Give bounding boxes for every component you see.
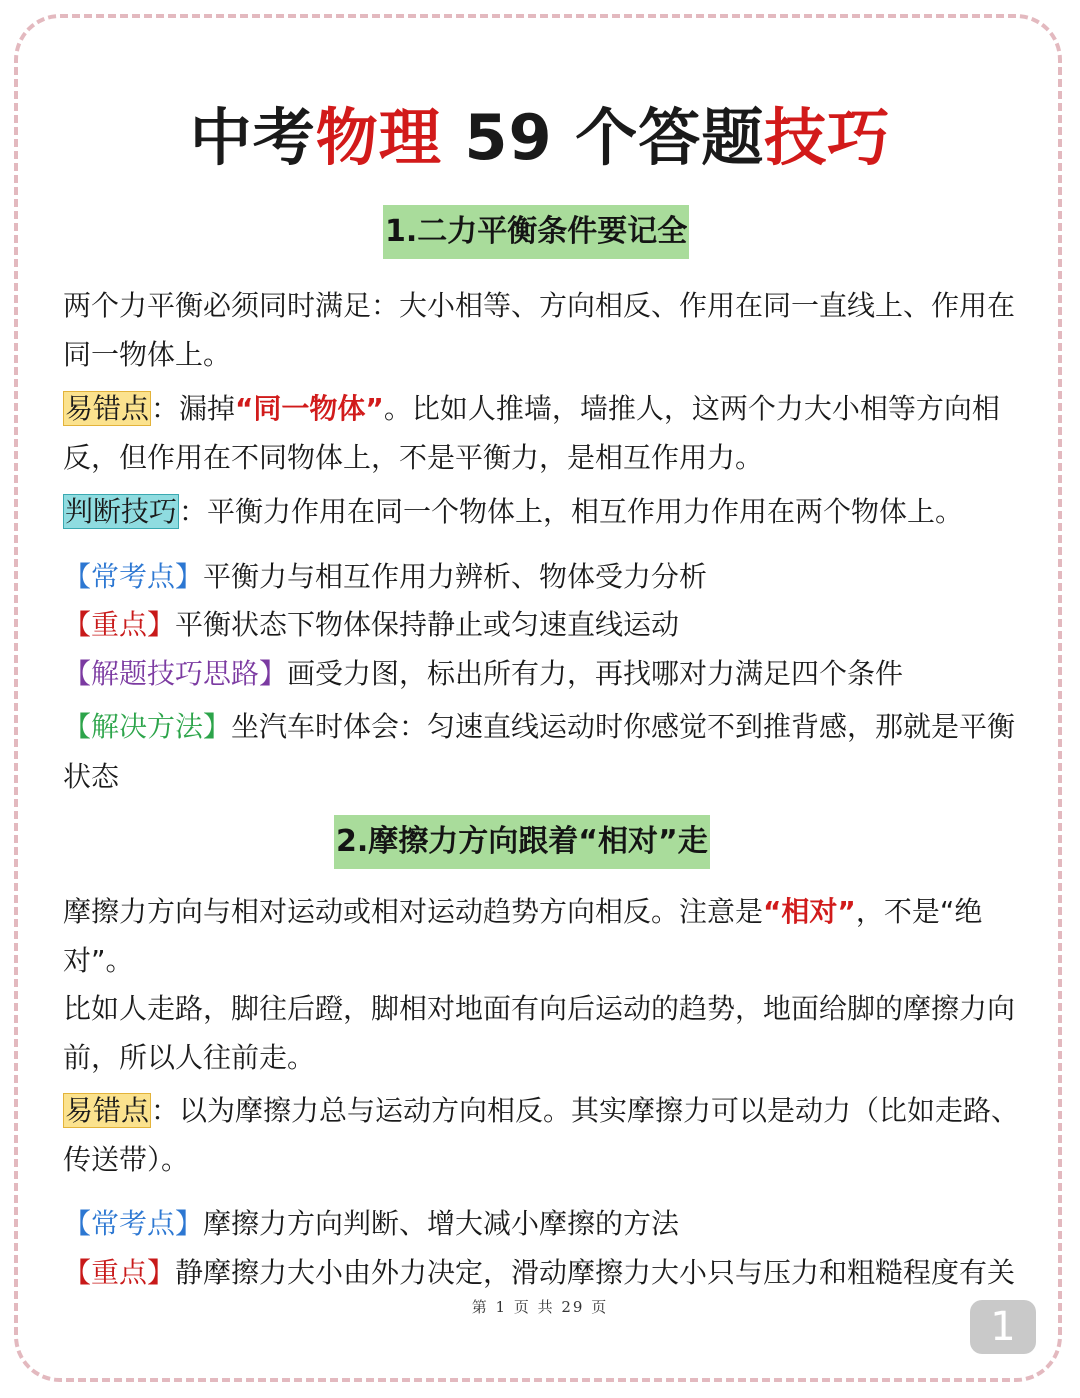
s2-line3: 比如人走路，脚往后蹬，脚相对地面有向后运动的趋势，地面给脚的摩擦力向 — [63, 992, 1016, 1025]
s1-mistake-line — [63, 384, 1023, 433]
kp3-tag: 【解题技巧思路】 — [63, 657, 288, 690]
kp2-text: 平衡状态下物体保持静止或匀速直线运动 — [175, 608, 680, 641]
mistake-tag: 易错点 — [65, 392, 150, 425]
s2-kp1-text: 摩擦力方向判断、增大减小摩擦的方法 — [203, 1207, 680, 1240]
s2-mistake-line2: 传送带）。 — [63, 1143, 190, 1176]
s2-kp2 — [63, 1248, 1023, 1297]
section2-heading: 2.摩擦力方向跟着“相对”走 — [334, 815, 710, 869]
page-number-badge[interactable]: 1 — [970, 1300, 1036, 1354]
s1-kp3 — [63, 649, 1023, 698]
judge-tag: 判断技巧 — [65, 495, 178, 528]
s1-line2: 同一物体上。 — [63, 338, 232, 371]
title-part4: 技巧 — [764, 101, 891, 174]
s1-kp4 — [63, 702, 1023, 751]
title-part3: 59 个答题 — [441, 101, 765, 174]
s1-judge-text: ：平衡力作用在同一个物体上，相互作用力作用在两个物体上。 — [179, 495, 964, 528]
title-part2: 物理 — [315, 101, 442, 174]
s2-kp2-tag: 【重点】 — [63, 1256, 176, 1289]
kp3-text: 画受力图，标出所有力，再找哪对力满足四个条件 — [287, 657, 904, 690]
s2-kp2-text: 静摩擦力大小由外力决定，滑动摩擦力大小只与压力和粗糙程度有关 — [175, 1256, 1016, 1289]
s2-kp1-tag: 【常考点】 — [63, 1207, 204, 1240]
s2-mistake-text: ：以为摩擦力总与运动方向相反。其实摩擦力可以是动力（比如走路、 — [151, 1094, 1020, 1127]
kp4-tag: 【解决方法】 — [63, 710, 232, 743]
s2-line4: 前，所以人往前走。 — [63, 1041, 316, 1074]
s2-line1b: ，不是“绝 — [855, 895, 983, 928]
s1-line1: 两个力平衡必须同时满足：大小相等、方向相反、作用在同一直线上、作用在 — [63, 289, 1016, 322]
s1-mistake-em: “同一物体” — [235, 392, 384, 425]
section1-heading: 1.二力平衡条件要记全 — [383, 205, 689, 259]
s1-kp1 — [63, 552, 1023, 601]
s2-line1 — [63, 887, 1023, 936]
page-footer: 第 1 页 共 29 页 — [471, 1298, 609, 1316]
page-title — [0, 96, 1080, 180]
s2-line2: 对”。 — [63, 944, 134, 977]
kp1-tag: 【常考点】 — [63, 560, 204, 593]
s1-kp2 — [63, 600, 1023, 649]
s2-mistake-line — [63, 1086, 1023, 1135]
s2-line1em: “相对” — [763, 895, 856, 928]
title-part1: 中考 — [189, 101, 316, 174]
s2-mistake-tag: 易错点 — [65, 1094, 150, 1127]
s1-kp4-line2: 状态 — [63, 760, 120, 793]
s2-kp1 — [63, 1199, 1023, 1248]
s1-mistake-line2: 反，但作用在不同物体上，不是平衡力，是相互作用力。 — [63, 441, 764, 474]
kp4-text: 坐汽车时体会：匀速直线运动时你感觉不到推背感，那就是平衡 — [231, 710, 1016, 743]
s1-mistake-rest1: 。比如人推墙，墙推人，这两个力大小相等方向相 — [383, 392, 1000, 425]
kp1-text: 平衡力与相互作用力辨析、物体受力分析 — [203, 560, 708, 593]
s1-judge-line — [63, 487, 1023, 536]
s1-mistake-colon: ：漏掉 — [151, 392, 236, 425]
kp2-tag: 【重点】 — [63, 608, 176, 641]
s2-line1a: 摩擦力方向与相对运动或相对运动趋势方向相反。注意是 — [63, 895, 764, 928]
